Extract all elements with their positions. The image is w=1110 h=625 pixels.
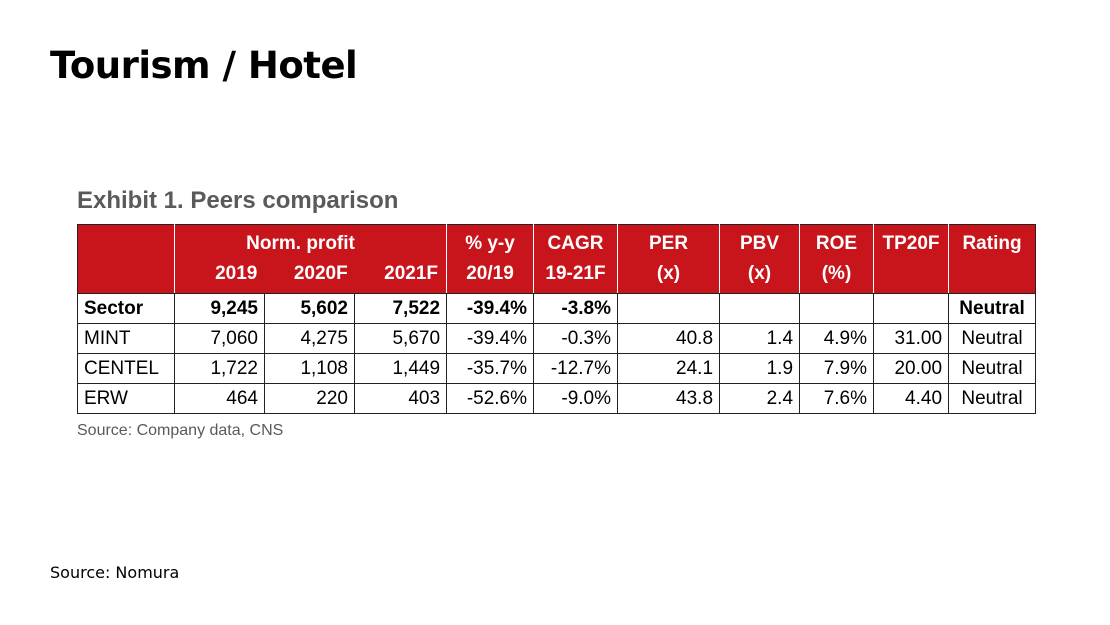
cell-roe — [800, 294, 874, 324]
table-row-erw — [78, 384, 1036, 414]
cell-pbv: 1.4 — [720, 324, 800, 354]
cell-per: 40.8 — [618, 324, 720, 354]
cell-profit-2020f: 1,108 — [265, 354, 355, 384]
cell-pbv — [720, 294, 800, 324]
cell-rating: Neutral — [949, 354, 1036, 384]
cell-roe: 4.9% — [800, 324, 874, 354]
header-pbv-line1: PBV — [739, 233, 780, 254]
cell-profit-2019: 9,245 — [175, 294, 265, 324]
cell-roe: 7.6% — [800, 384, 874, 414]
cell-name: Sector — [78, 294, 175, 324]
header-yy — [447, 225, 534, 294]
cell-profit-2021f: 5,670 — [355, 324, 447, 354]
cell-cagr: -0.3% — [534, 324, 618, 354]
header-tp-label: TP20F — [882, 233, 940, 254]
header-per — [618, 225, 720, 294]
cell-rating: Neutral — [949, 324, 1036, 354]
slide-footer-source: Source: Nomura — [50, 563, 180, 582]
cell-per: 24.1 — [618, 354, 720, 384]
cell-rating: Neutral — [949, 384, 1036, 414]
table-row-centel — [78, 354, 1036, 384]
cell-cagr: -12.7% — [534, 354, 618, 384]
header-per-line2: (x) — [656, 263, 681, 284]
cell-tp: 4.40 — [874, 384, 949, 414]
header-cagr-line2: 19-21F — [545, 263, 606, 284]
cell-pbv: 1.9 — [720, 354, 800, 384]
header-year-2019: 2019 — [215, 263, 258, 284]
cell-cagr: -3.8% — [534, 294, 618, 324]
header-per-line1: PER — [648, 233, 689, 254]
header-year-2021f: 2021F — [384, 263, 439, 284]
table-row-mint — [78, 324, 1036, 354]
cell-profit-2020f: 4,275 — [265, 324, 355, 354]
header-cagr — [534, 225, 618, 294]
header-yy-line2: 20/19 — [466, 263, 514, 284]
cell-yy: -35.7% — [447, 354, 534, 384]
header-blank-cell — [78, 225, 175, 294]
cell-tp: 31.00 — [874, 324, 949, 354]
header-yy-line1: % y-y — [465, 233, 515, 254]
cell-profit-2020f: 5,602 — [265, 294, 355, 324]
header-rating — [949, 225, 1036, 294]
header-roe — [800, 225, 874, 294]
cell-name: ERW — [78, 384, 175, 414]
cell-yy: -52.6% — [447, 384, 534, 414]
cell-profit-2019: 1,722 — [175, 354, 265, 384]
header-cagr-line1: CAGR — [547, 233, 604, 254]
cell-rating: Neutral — [949, 294, 1036, 324]
header-pbv — [720, 225, 800, 294]
cell-per: 43.8 — [618, 384, 720, 414]
cell-pbv: 2.4 — [720, 384, 800, 414]
table-row-sector — [78, 294, 1036, 324]
header-tp — [874, 225, 949, 294]
exhibit-caption: Exhibit 1. Peers comparison — [77, 187, 399, 214]
cell-roe: 7.9% — [800, 354, 874, 384]
header-norm-profit — [175, 225, 447, 294]
cell-profit-2021f: 403 — [355, 384, 447, 414]
header-roe-line2: (%) — [821, 263, 852, 284]
header-roe-line1: ROE — [815, 233, 858, 254]
peers-comparison-table — [77, 224, 1036, 414]
cell-name: MINT — [78, 324, 175, 354]
cell-name: CENTEL — [78, 354, 175, 384]
slide-title: Tourism / Hotel — [50, 44, 358, 87]
cell-profit-2021f: 1,449 — [355, 354, 447, 384]
cell-yy: -39.4% — [447, 294, 534, 324]
exhibit-source: Source: Company data, CNS — [77, 422, 284, 439]
header-pbv-line2: (x) — [747, 263, 772, 284]
header-norm-profit-label: Norm. profit — [246, 233, 355, 254]
table-header-row — [78, 225, 1036, 294]
cell-cagr: -9.0% — [534, 384, 618, 414]
header-rating-label: Rating — [962, 233, 1022, 254]
cell-profit-2019: 464 — [175, 384, 265, 414]
cell-profit-2019: 7,060 — [175, 324, 265, 354]
cell-profit-2021f: 7,522 — [355, 294, 447, 324]
cell-tp — [874, 294, 949, 324]
cell-profit-2020f: 220 — [265, 384, 355, 414]
cell-yy: -39.4% — [447, 324, 534, 354]
cell-per — [618, 294, 720, 324]
header-year-2020f: 2020F — [293, 263, 348, 284]
cell-tp: 20.00 — [874, 354, 949, 384]
